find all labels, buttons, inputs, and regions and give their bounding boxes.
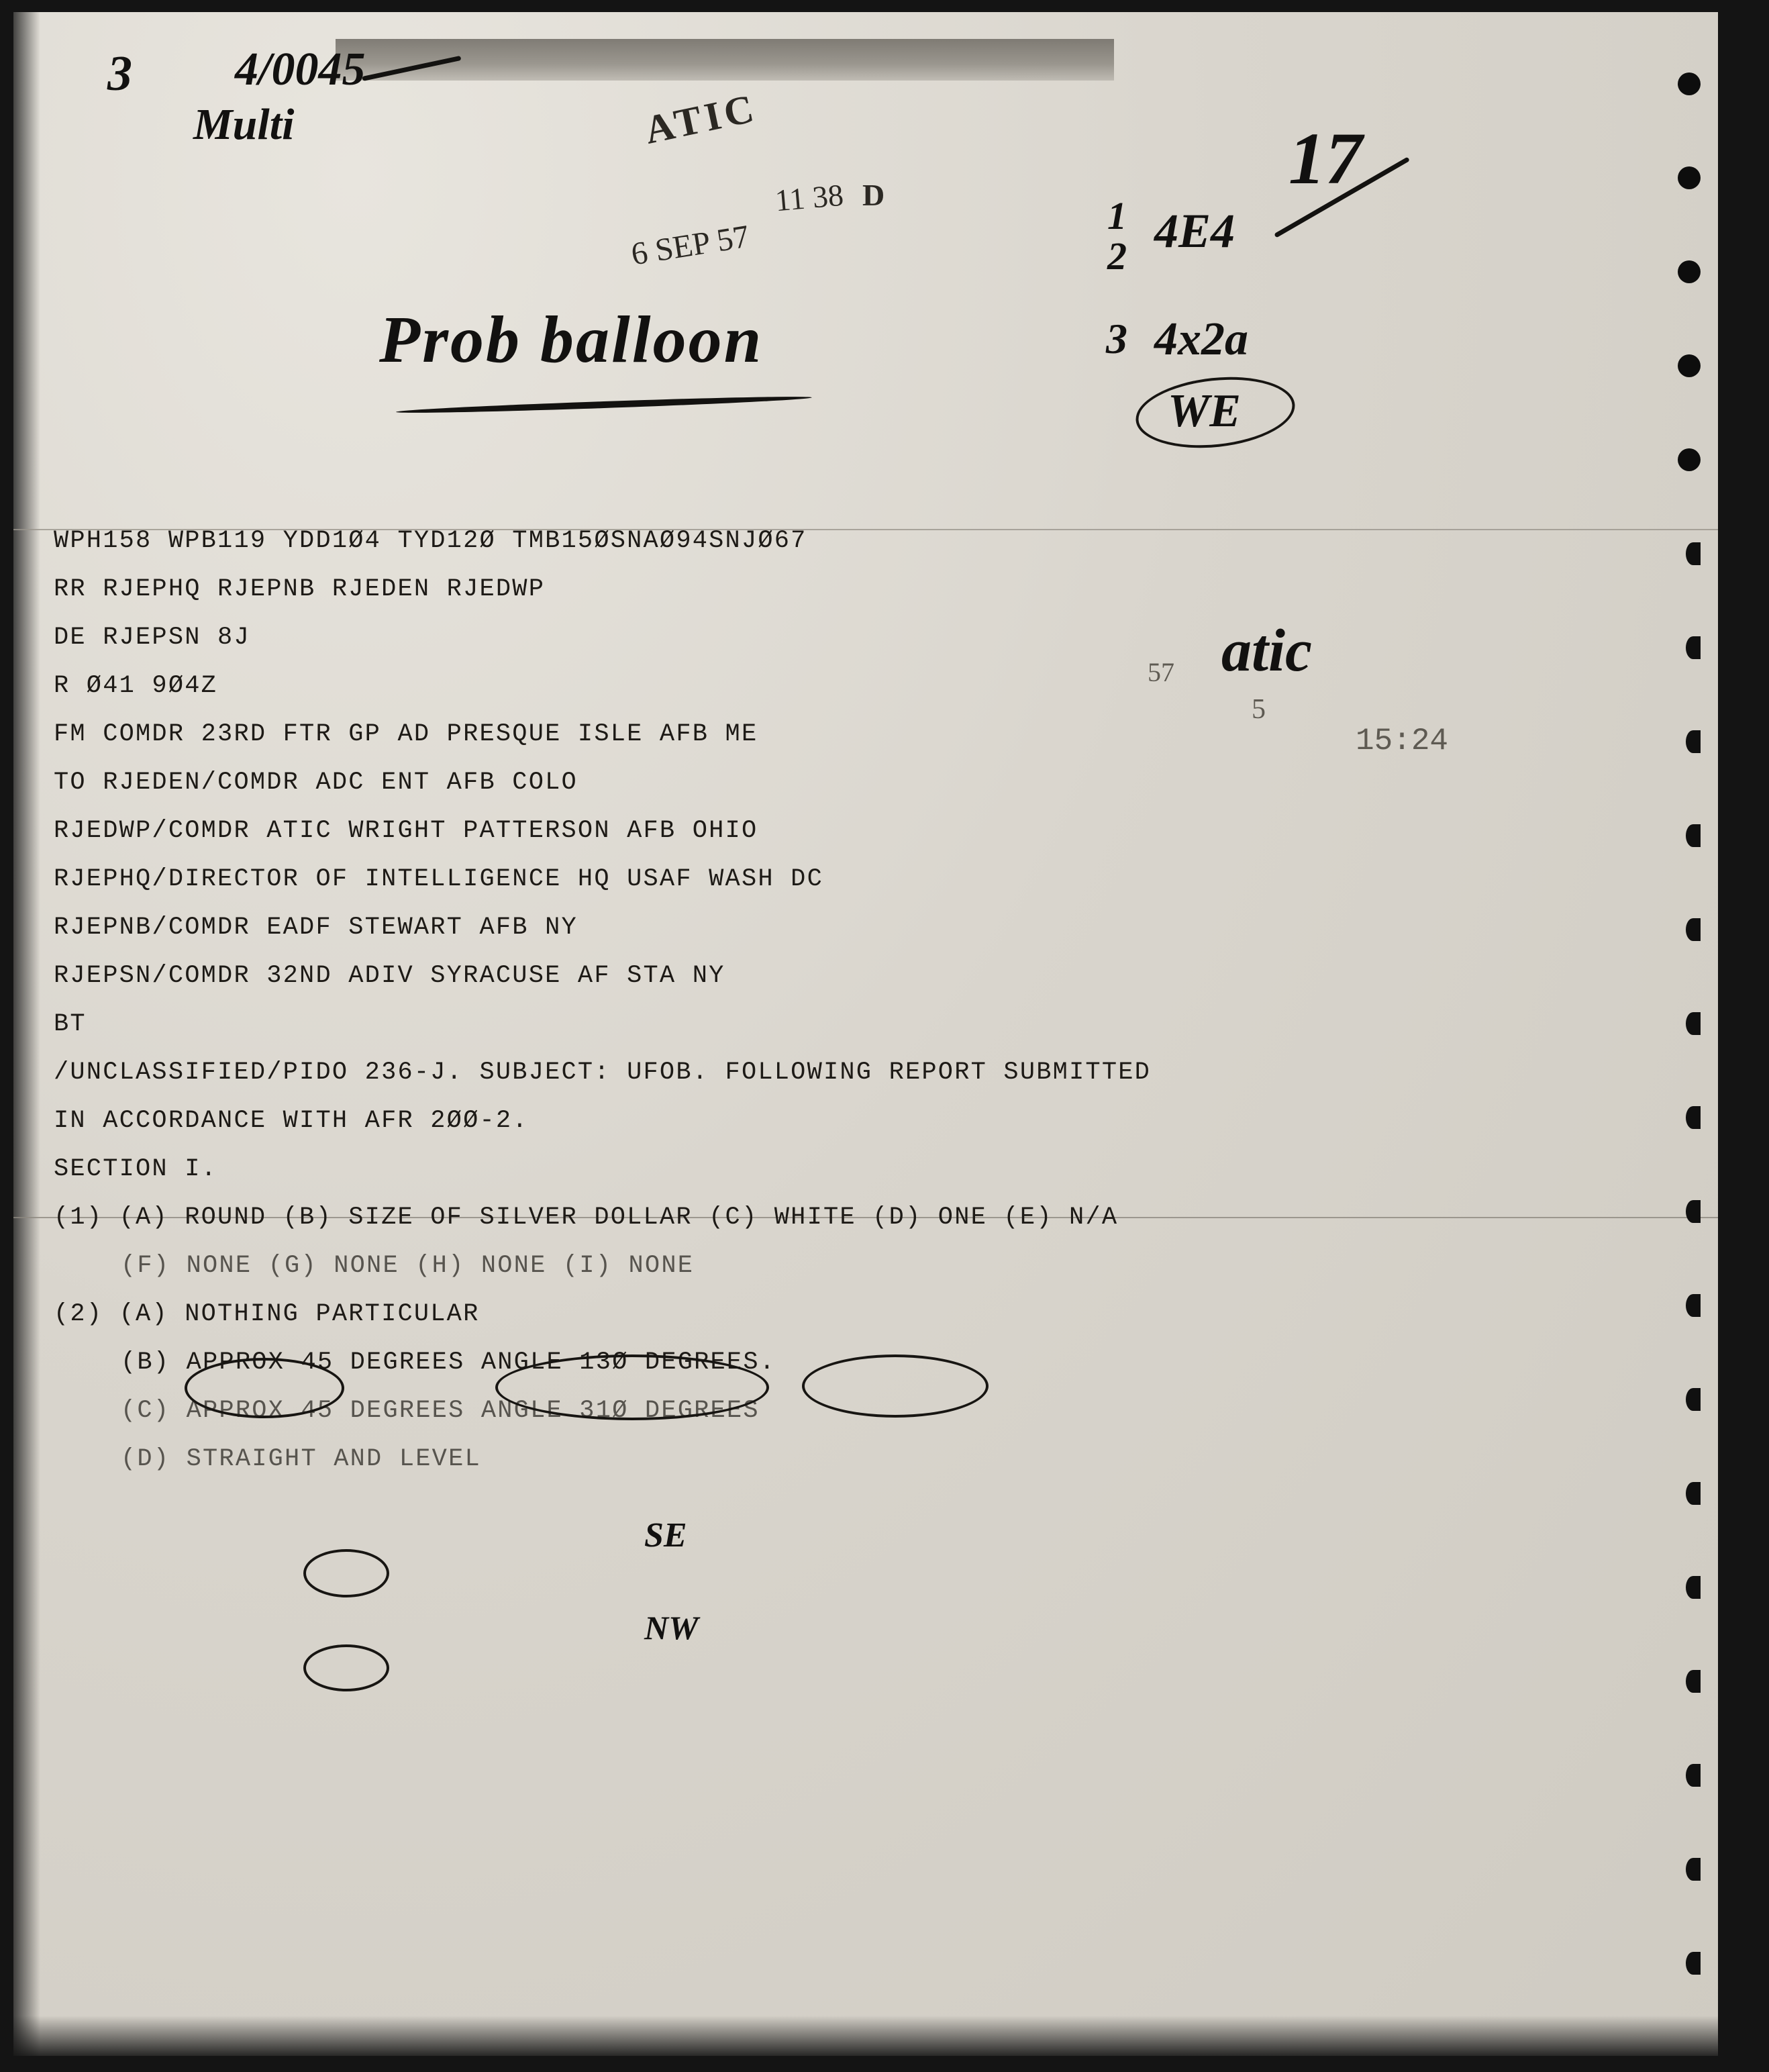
date-stamp: 6 SEP 57 — [628, 218, 752, 273]
handwritten-list-item-1: 1 — [1107, 194, 1127, 238]
teletype-line: RJEPSN/COMDR 32ND ADIV SYRACUSE AF STA NY — [54, 962, 725, 990]
punch-hole — [1686, 1294, 1701, 1317]
punch-hole — [1678, 448, 1701, 471]
punch-hole — [1686, 1012, 1701, 1035]
teletype-line: (F) NONE (G) NONE (H) NONE (I) NONE — [121, 1252, 695, 1280]
punch-hole — [1678, 72, 1701, 95]
side-note-time: 15:24 — [1356, 724, 1449, 758]
punch-hole — [1686, 1388, 1701, 1411]
side-note-atic: atic — [1221, 618, 1312, 684]
circle-angle-45-c — [303, 1644, 389, 1691]
teletype-line: BT — [54, 1010, 87, 1038]
teletype-line: IN ACCORDANCE WITH AFR 2ØØ-2. — [54, 1107, 529, 1135]
handwritten-top-left-number: 3 — [107, 46, 132, 101]
teletype-line: SECTION I. — [54, 1155, 218, 1183]
circle-white — [802, 1354, 989, 1418]
teletype-line: (D) STRAIGHT AND LEVEL — [121, 1445, 481, 1473]
handwritten-list-item-2: 2 — [1107, 234, 1127, 278]
punch-hole — [1686, 1952, 1701, 1975]
punch-hole — [1678, 354, 1701, 377]
handwritten-code-4x2a: 4x2a — [1154, 313, 1248, 365]
circle-round — [185, 1358, 344, 1418]
punch-hole — [1686, 1106, 1701, 1129]
circle-angle-45-b — [303, 1549, 389, 1597]
punch-hole — [1686, 1576, 1701, 1599]
scan-edge-shadow-bottom — [13, 2016, 1718, 2056]
punch-hole-column — [1659, 59, 1706, 2046]
punch-hole — [1686, 1482, 1701, 1505]
handwritten-multi-note: Multi — [193, 100, 295, 149]
teletype-line: TO RJEDEN/COMDR ADC ENT AFB COLO — [54, 769, 578, 797]
punch-hole — [1686, 730, 1701, 753]
punch-hole — [1686, 636, 1701, 659]
punch-hole — [1678, 260, 1701, 283]
teletype-line: (C) APPROX 45 DEGREES ANGLE 31Ø DEGREES — [121, 1397, 760, 1425]
teletype-line: (2) (A) NOTHING PARTICULAR — [54, 1300, 480, 1328]
punch-hole — [1686, 918, 1701, 941]
handwritten-initials: WE — [1168, 385, 1241, 437]
teletype-line: (B) APPROX 45 DEGREES ANGLE 13Ø DEGREES. — [121, 1348, 776, 1377]
teletype-line: RR RJEPHQ RJEPNB RJEDEN RJEDWP — [54, 575, 546, 603]
teletype-line: FM COMDR 23RD FTR GP AD PRESQUE ISLE AFB ME — [54, 720, 758, 748]
side-note-number: 5 — [1252, 694, 1266, 725]
punch-hole — [1678, 166, 1701, 189]
teletype-line: WPH158 WPB119 YDD1Ø4 TYD12Ø TMB15ØSNAØ94SNJØ67 — [54, 527, 807, 555]
scanned-sheet — [13, 12, 1718, 2056]
side-note-year: 57 — [1148, 657, 1174, 687]
handwritten-note-se: SE — [644, 1516, 687, 1555]
teletype-line: /UNCLASSIFIED/PIDO 236-J. SUBJECT: UFOB. FOLLOWING REPORT SUBMITTED — [54, 1058, 1152, 1087]
punch-hole — [1686, 1200, 1701, 1223]
punch-hole — [1686, 1764, 1701, 1787]
handwritten-list-item-3: 3 — [1106, 315, 1127, 362]
handwritten-note-nw: NW — [644, 1609, 699, 1646]
teletype-body — [54, 529, 1369, 1495]
handwritten-right-number: 17 — [1288, 117, 1362, 199]
teletype-line: (1) (A) ROUND (B) SIZE OF SILVER DOLLAR (C) WHITE (D) ONE (E) N/A — [54, 1203, 1119, 1232]
circle-silver-dollar — [495, 1354, 769, 1420]
time-stamp: 11 38 — [773, 177, 845, 218]
teletype-line: RJEPHQ/DIRECTOR OF INTELLIGENCE HQ USAF WASH DC — [54, 865, 823, 893]
handwritten-verdict: Prob balloon — [379, 302, 764, 377]
time-stamp-suffix: D — [862, 178, 885, 212]
scan-edge-shadow-left — [13, 12, 40, 2056]
teletype-line: R Ø41 9Ø4Z — [54, 672, 218, 700]
teletype-line: RJEDWP/COMDR ATIC WRIGHT PATTERSON AFB OHIO — [54, 817, 758, 845]
handwritten-case-code: 4/0045 — [235, 44, 366, 95]
handwritten-code-4e4: 4E4 — [1154, 204, 1235, 258]
verdict-underline — [396, 394, 812, 415]
punch-hole — [1686, 824, 1701, 847]
teletype-line: DE RJEPSN 8J — [54, 624, 250, 652]
teletype-line: RJEPNB/COMDR EADF STEWART AFB NY — [54, 914, 578, 942]
atic-stamp-label: ATIC — [640, 85, 762, 152]
punch-hole — [1686, 1670, 1701, 1693]
punch-hole — [1686, 1858, 1701, 1881]
punch-hole — [1686, 542, 1701, 565]
